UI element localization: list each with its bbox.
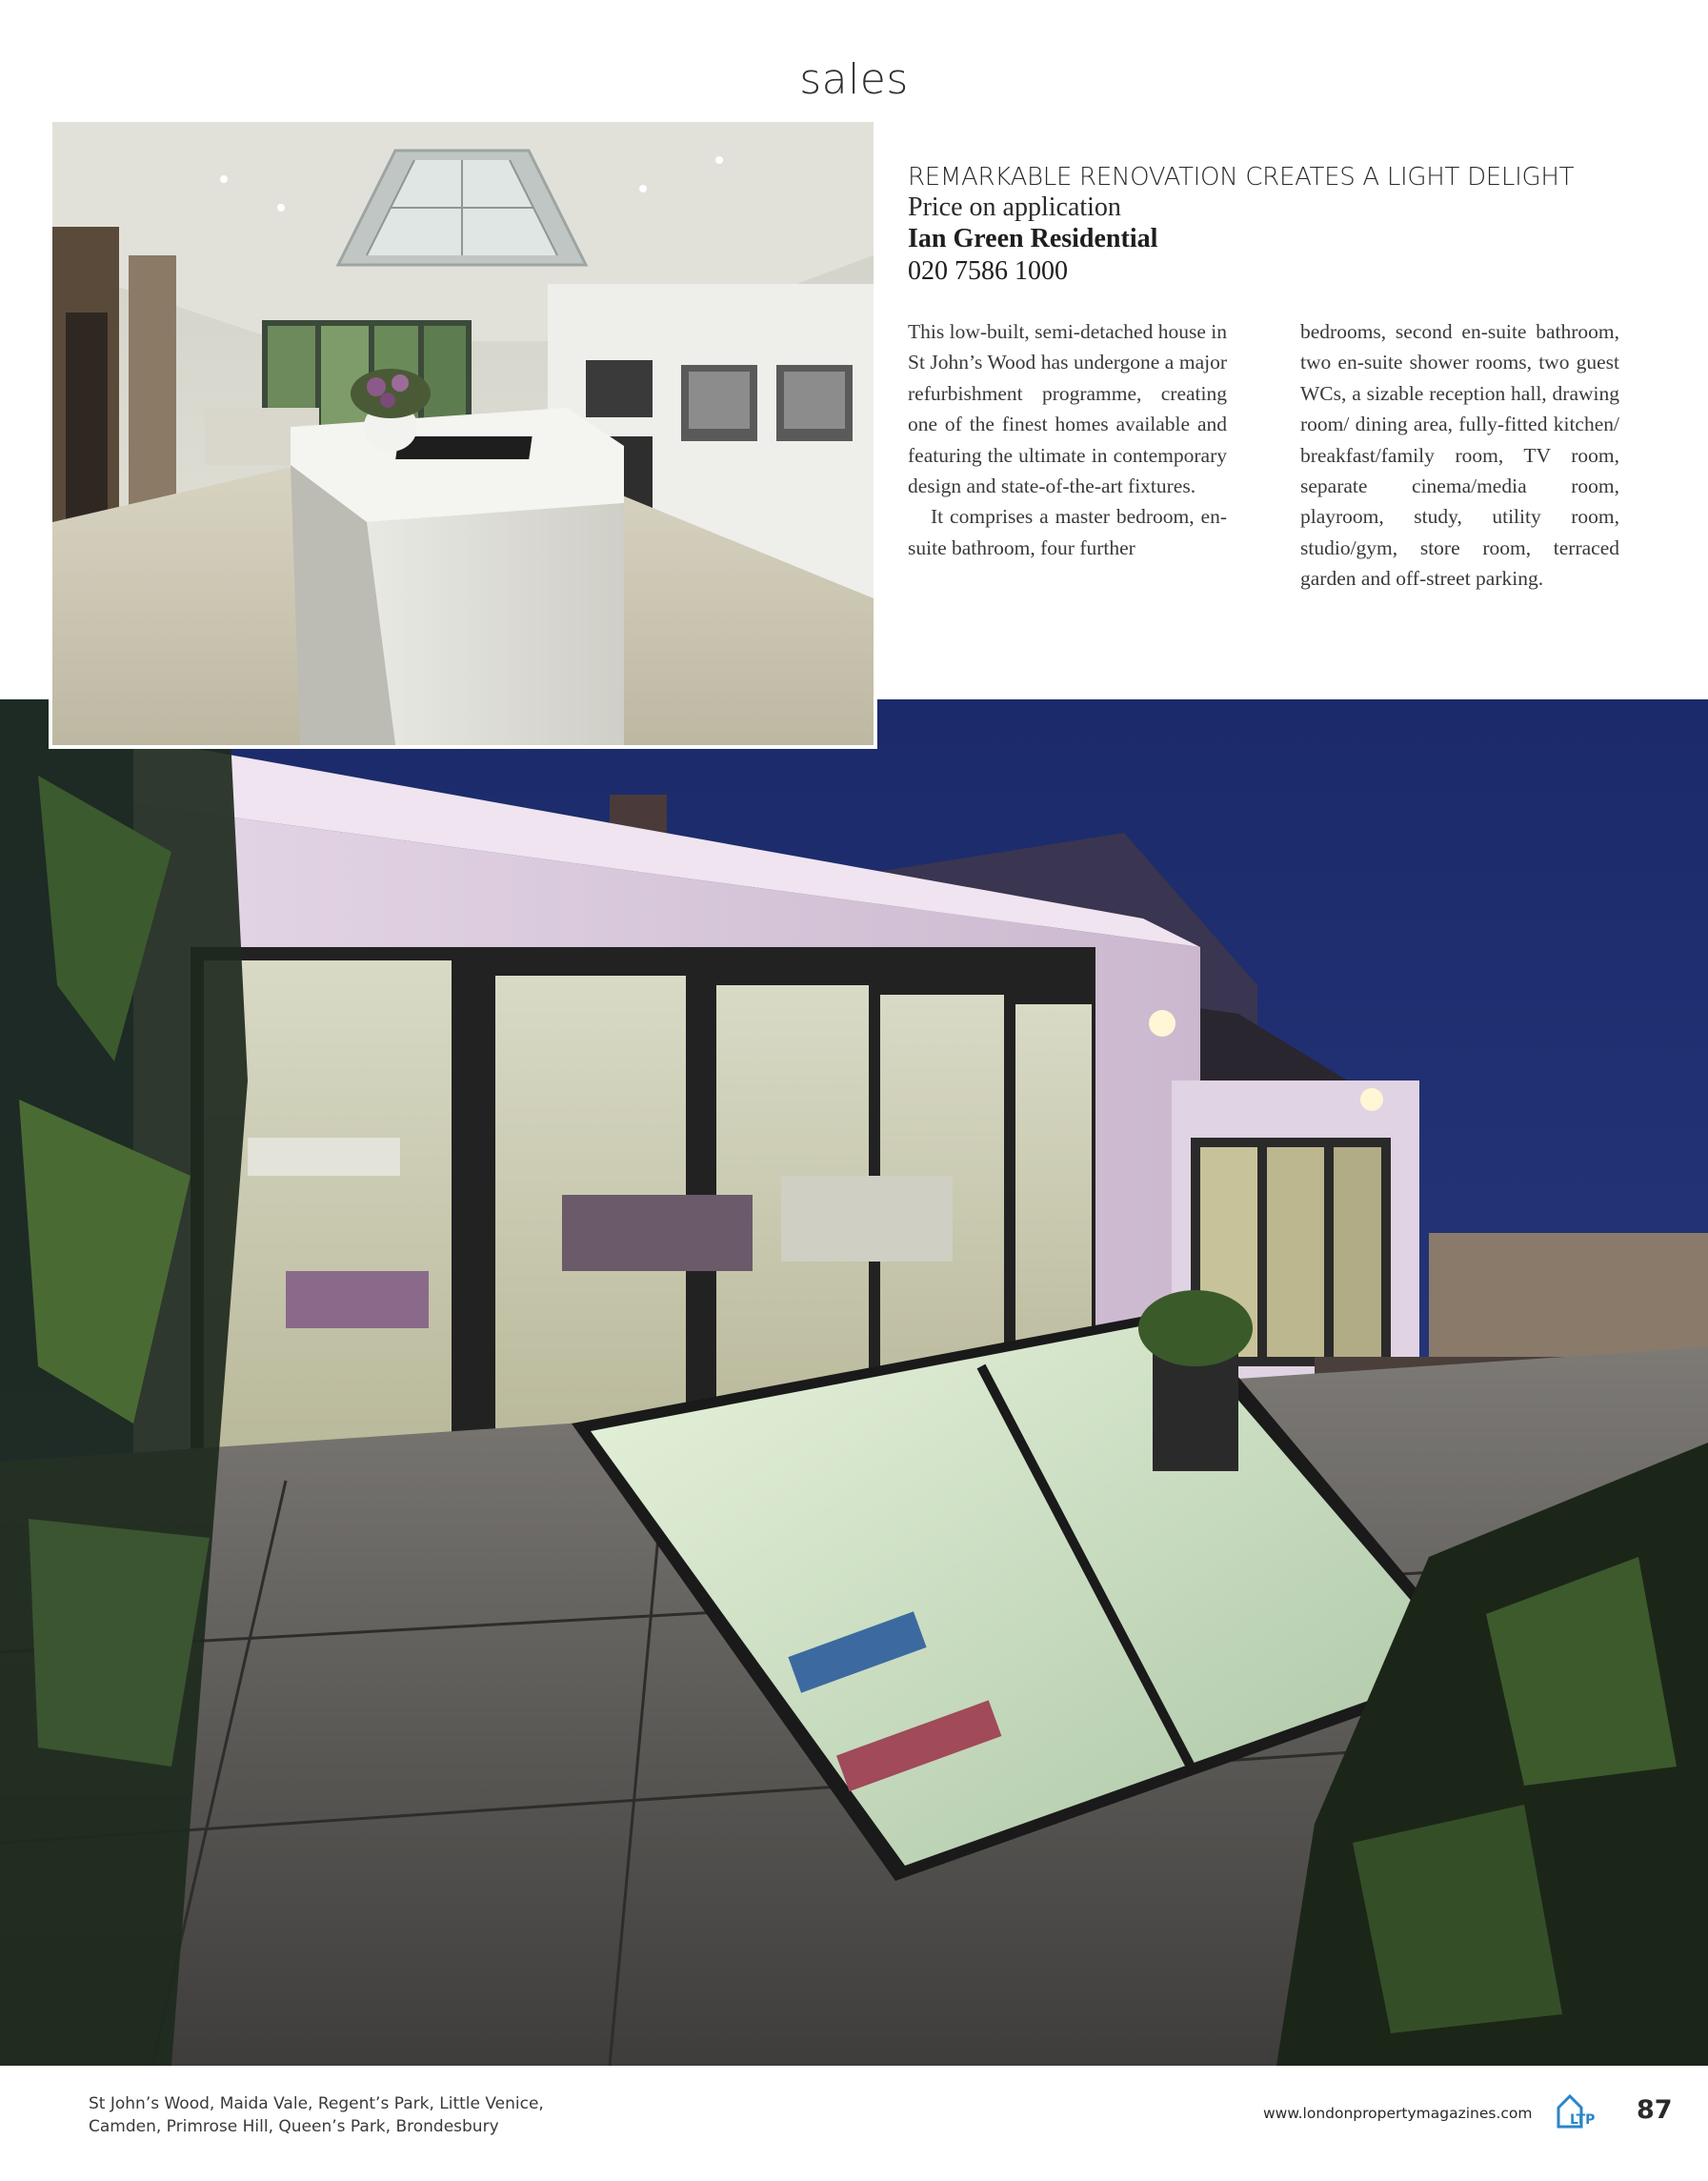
body-column-1 <box>908 316 1227 563</box>
listing-headline: REMARKABLE RENOVATION CREATES A LIGHT DELIGHT <box>908 163 1575 192</box>
ltp-logo-icon <box>1557 2092 1604 2131</box>
section-label: sales <box>799 55 909 104</box>
kitchen-interior-photo <box>52 122 874 745</box>
listing-header <box>908 162 1651 288</box>
body-paragraph: This low-built, semi-detached house in St John’s Wood has undergone a major refurbishment programme, creating one of the finest homes available and featuring the ultimate in contemporary design and state-of-the-art fixtures. <box>908 320 1227 498</box>
agent-name: Ian Green Residential <box>908 224 1158 253</box>
footer-url[interactable]: www.londonpropertymagazines.com <box>1263 2105 1533 2122</box>
page-number: 87 <box>1637 2095 1673 2125</box>
ltp-logo-text: LTP <box>1570 2112 1596 2128</box>
listing-price: Price on application <box>908 192 1121 222</box>
agent-phone: 020 7586 1000 <box>908 256 1068 286</box>
exterior-night-photo <box>0 699 1708 2066</box>
footer-areas-line: St John’s Wood, Maida Vale, Regent’s Park, Little Venice, <box>89 2094 544 2113</box>
body-paragraph: bedrooms, second en-suite bathroom, two en-suite shower rooms, two guest WCs, a sizable reception hall, drawing room/ dining area, fully-fitted kitchen/ breakfast/family room, TV room, separate cinema/media room, playroom, study, utility room, studio/gym, store room, terraced garden and off-street parking. <box>1300 320 1619 591</box>
footer-areas <box>89 2092 544 2138</box>
footer-areas-line: Camden, Primrose Hill, Queen’s Park, Brondesbury <box>89 2117 499 2136</box>
body-column-2 <box>1300 316 1619 595</box>
kitchen-photo-frame <box>49 118 877 749</box>
body-paragraph: It comprises a master bedroom, en-suite bathroom, four further <box>908 505 1227 559</box>
